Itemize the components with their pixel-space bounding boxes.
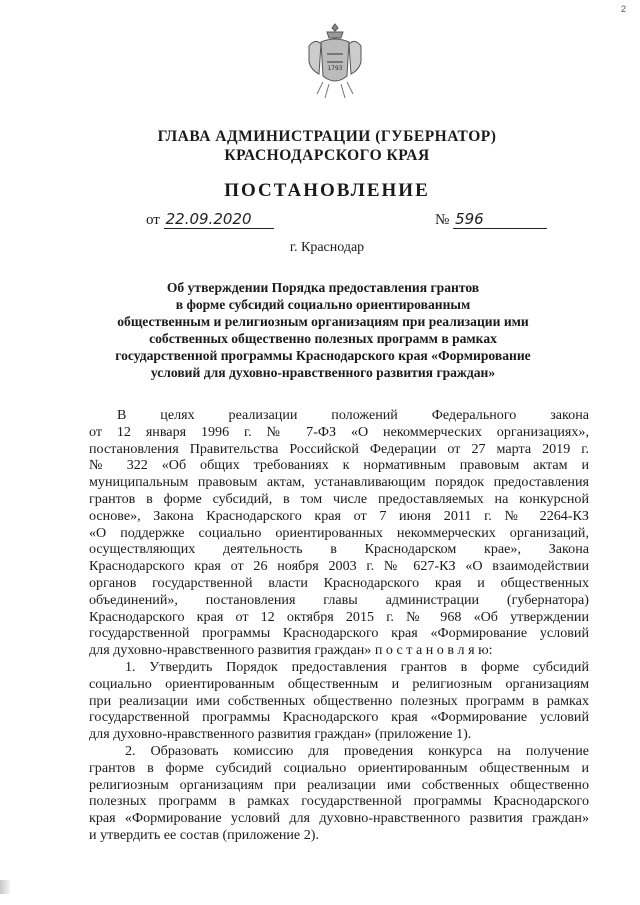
body-line: объединений», постановления главы администрации (губернатора) <box>89 591 589 608</box>
body-line: основе», Закона Краснодарского края от 7 июня 2011 г. № 2264-КЗ <box>89 507 589 524</box>
paragraph-2-line: и утвердить ее состав (приложение 2). <box>89 826 319 843</box>
body-line: государственной программы Краснодарского края «Формирование условий <box>89 625 589 642</box>
paragraph-2-line: грантов в форме субсидий социально ориентированным общественным и <box>89 759 589 776</box>
body-line: постановления Правительства Российской Федерации от 27 марта 2019 г. <box>89 440 589 457</box>
paragraph-1-line: государственной программы Краснодарского края «Формирование условий <box>89 709 589 726</box>
paragraph-1-line: 1. Утвердить Порядок предоставления грантов в форме субсидий <box>125 658 589 675</box>
svg-text:1793: 1793 <box>327 65 343 72</box>
body-line: «О поддержке социально ориентированных некоммерческих организаций, <box>89 524 589 541</box>
body-line: В целях реализации положений Федерального закона <box>117 407 589 423</box>
title-line: в форме субсидий социально ориентированным <box>175 297 471 312</box>
paragraph-2-line: края «Формирование условий для духовно-нравственного развития граждан» <box>89 810 589 827</box>
city: г. Краснодар <box>289 240 365 255</box>
paragraph-2-line: полезных программ в рамках государственной программы Краснодарского <box>89 793 589 810</box>
body-line: грантов в форме субсидий, в том числе предоставляемых на конкурсной <box>89 490 589 507</box>
date-row <box>146 210 274 229</box>
title-line: условий для духовно-нравственного развития граждан» <box>150 365 496 380</box>
title-line: Об утверждении Порядка предоставления грантов <box>166 280 480 295</box>
authority-region: КРАСНОДАРСКОГО КРАЯ <box>224 147 430 164</box>
page-number: 2 <box>620 4 626 14</box>
body-line: Краснодарского края от 12 октября 2015 г. № 968 «Об утверждении <box>89 608 589 625</box>
paragraph-1-line: для духовно-нравственного развития граждан» (приложение 1). <box>89 726 472 743</box>
body-line: муниципальным правовым актам, устанавливающим порядок предоставления <box>89 474 589 491</box>
paragraph-2-line: 2. Образовать комиссию для проведения конкурса на получение <box>125 742 589 759</box>
document-body <box>89 407 589 844</box>
paragraph-1-line: при реализации ими собственных общественно полезных программ в рамках <box>89 692 589 709</box>
scan-edge-mark <box>0 880 10 894</box>
body-line: органов государственной власти Краснодарского края и общественных <box>89 574 589 591</box>
body-line: для духовно-нравственного развития граждан» п о с т а н о в л я ю: <box>89 642 493 659</box>
paragraph-1-line: социально ориентированным общественным и религиозным организациям <box>89 675 589 692</box>
body-line: от 12 января 1996 г. № 7-ФЗ «О некоммерческих организациях», <box>89 423 589 440</box>
number-prefix: № <box>435 212 450 228</box>
date-prefix: от <box>146 212 160 228</box>
title-line: общественным и религиозным организациям при реализации ими <box>117 314 529 329</box>
body-line: осуществляющих деятельность в Краснодарском крае», Закона <box>89 541 589 558</box>
coat-of-arms-icon <box>305 22 365 102</box>
body-line: № 322 «Об общих требованиях к нормативным правовым актам и <box>89 457 589 474</box>
date-value: 22.09.2020 <box>164 210 274 229</box>
authority-title: ГЛАВА АДМИНИСТРАЦИИ (ГУБЕРНАТОР) <box>157 128 497 145</box>
body-line: Краснодарского края от 26 ноября 2003 г. № 627-КЗ «О взаимодействии <box>89 558 589 575</box>
number-row <box>435 210 547 229</box>
title-line: собственных общественно полезных программ в рамках <box>149 331 497 346</box>
title-line: государственной программы Краснодарского края «Формирование <box>115 348 531 363</box>
document-type: ПОСТАНОВЛЕНИЕ <box>224 180 430 201</box>
paragraph-2-line: религиозным организациям при реализации ими собственных общественно <box>89 776 589 793</box>
document-title <box>100 279 546 381</box>
number-value: 596 <box>453 210 547 229</box>
